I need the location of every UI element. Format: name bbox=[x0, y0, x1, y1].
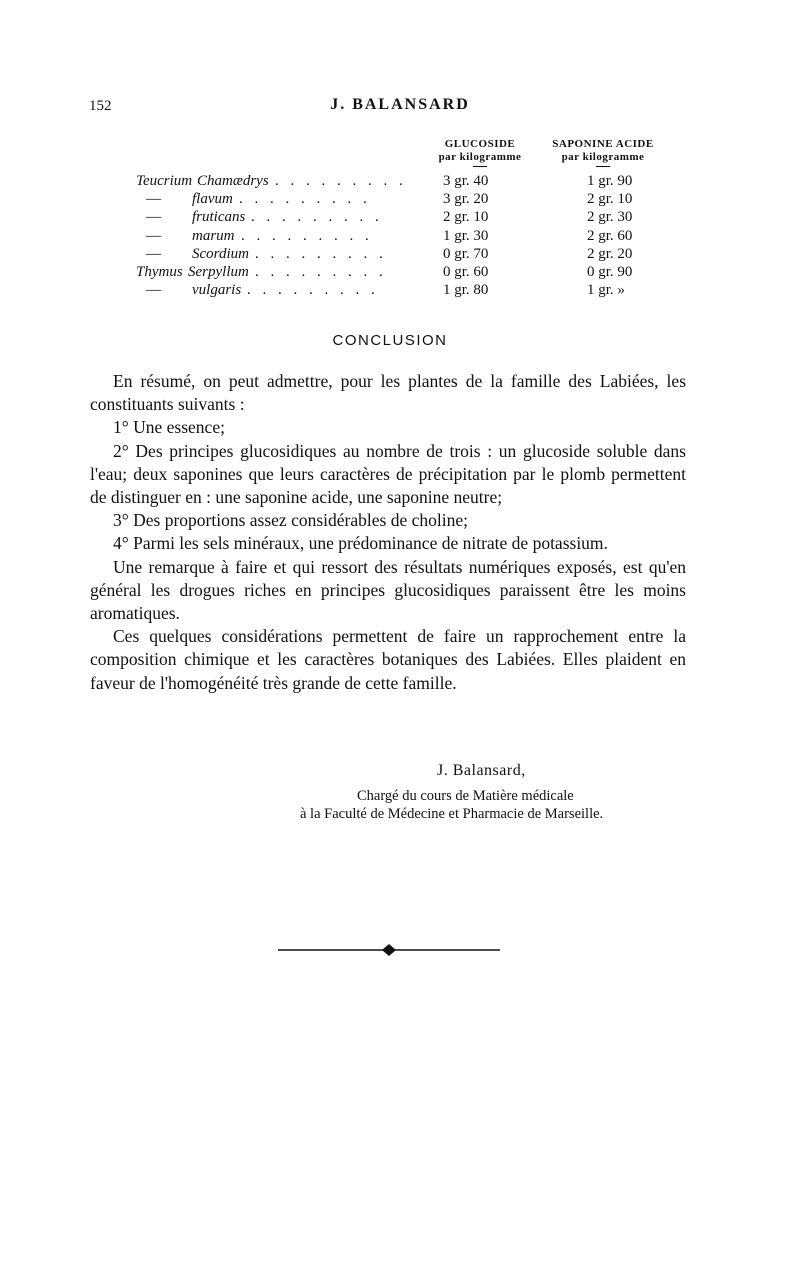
column-dash bbox=[473, 166, 487, 167]
species-name: fruticans bbox=[192, 209, 246, 226]
glucoside-value: 1 gr. 30 bbox=[443, 227, 489, 244]
ditto-dash: — bbox=[146, 282, 161, 299]
saponine-value: 1 gr. 90 bbox=[587, 173, 633, 189]
page-number: 152 bbox=[89, 98, 112, 114]
dot-leader: . . . . . . . . . bbox=[275, 173, 407, 189]
section-title: CONCLUSION bbox=[332, 332, 448, 349]
column-title: GLUCOSIDE bbox=[444, 138, 516, 150]
species-name: Serpyllum bbox=[188, 264, 249, 280]
table-row bbox=[0, 264, 800, 282]
paragraph: Une remarque à faire et qui ressort des résultats numériques exposés, est qu'en général les drogues riches en principes glucosidiques paraissent être les moins aromatiques. bbox=[90, 556, 686, 624]
ditto-dash: — bbox=[146, 227, 161, 244]
species-name: flavum bbox=[192, 191, 233, 208]
saponine-value: 2 gr. 20 bbox=[587, 245, 633, 262]
glucoside-value: 0 gr. 60 bbox=[443, 264, 489, 280]
table-row bbox=[0, 282, 800, 300]
list-item: 1° Une essence; bbox=[113, 417, 225, 438]
column-header-saponine-acide bbox=[538, 138, 668, 167]
saponine-value: 2 gr. 30 bbox=[587, 209, 633, 226]
dot-leader: . . . . . . . . . bbox=[251, 209, 383, 226]
glucoside-value: 3 gr. 20 bbox=[443, 191, 489, 208]
genus-name: Teucrium bbox=[136, 173, 193, 189]
author-affiliation: à la Faculté de Médecine et Pharmacie de Marseille. bbox=[300, 806, 604, 822]
paragraph: Ces quelques considérations permettent de faire un rapprochement entre la composition chimique et les caractères botaniques des Labiées. Elles plaident en faveur de l'homogénéité très grande de cette famille. bbox=[90, 626, 686, 693]
dot-leader: . . . . . . . . . bbox=[255, 264, 387, 280]
list-item: 4° Parmi les sels minéraux, une prédominance de nitrate de potassium. bbox=[113, 533, 608, 554]
glucoside-value: 1 gr. 80 bbox=[443, 282, 489, 299]
table-row bbox=[0, 173, 800, 191]
conclusion-body bbox=[90, 370, 686, 695]
glucoside-value: 0 gr. 70 bbox=[443, 245, 489, 262]
column-subtitle: par kilogramme bbox=[561, 151, 645, 163]
column-dash bbox=[596, 166, 610, 167]
saponine-value: 1 gr. » bbox=[587, 282, 625, 299]
column-title: SAPONINE ACIDE bbox=[552, 138, 654, 150]
dot-leader: . . . . . . . . . bbox=[239, 191, 371, 208]
species-name: marum bbox=[192, 227, 235, 244]
author-signature: J. Balansard, bbox=[437, 762, 526, 779]
genus-name: Thymus bbox=[136, 264, 183, 280]
glucoside-value: 2 gr. 10 bbox=[443, 209, 489, 226]
species-name: Scordium bbox=[192, 245, 249, 262]
glucoside-value: 3 gr. 40 bbox=[443, 173, 489, 189]
list-item: 3° Des proportions assez considérables de choline; bbox=[113, 510, 468, 531]
species-name: Chamædrys bbox=[197, 173, 269, 189]
saponine-value: 0 gr. 90 bbox=[587, 264, 633, 280]
column-header-glucoside bbox=[425, 138, 535, 167]
dot-leader: . . . . . . . . . bbox=[247, 282, 379, 299]
column-subtitle: par kilogramme bbox=[438, 151, 522, 163]
table-row bbox=[0, 246, 800, 264]
dot-leader: . . . . . . . . . bbox=[241, 227, 373, 244]
list-item: 2° Des principes glucosidiques au nombre de trois : un glucoside soluble dans l'eau; deux saponines que leurs caractères de précipitation par le plomb permettent de distinguer en : une saponine acide, une saponine neutre; bbox=[90, 440, 686, 508]
saponine-value: 2 gr. 60 bbox=[587, 227, 633, 244]
author-title: Chargé du cours de Matière médicale bbox=[357, 788, 574, 804]
paragraph: En résumé, on peut admettre, pour les plantes de la famille des Labiées, les constituants suivants : bbox=[90, 371, 686, 415]
ditto-dash: — bbox=[146, 191, 161, 208]
saponine-value: 2 gr. 10 bbox=[587, 191, 633, 208]
table-row bbox=[0, 209, 800, 227]
running-head: J. BALANSARD bbox=[330, 96, 470, 113]
table-row bbox=[0, 191, 800, 209]
ditto-dash: — bbox=[146, 209, 161, 226]
dot-leader: . . . . . . . . . bbox=[255, 245, 387, 262]
table-row bbox=[0, 228, 800, 246]
species-name: vulgaris bbox=[192, 282, 242, 299]
ditto-dash: — bbox=[146, 245, 161, 262]
diamond-rule-icon bbox=[278, 942, 500, 958]
